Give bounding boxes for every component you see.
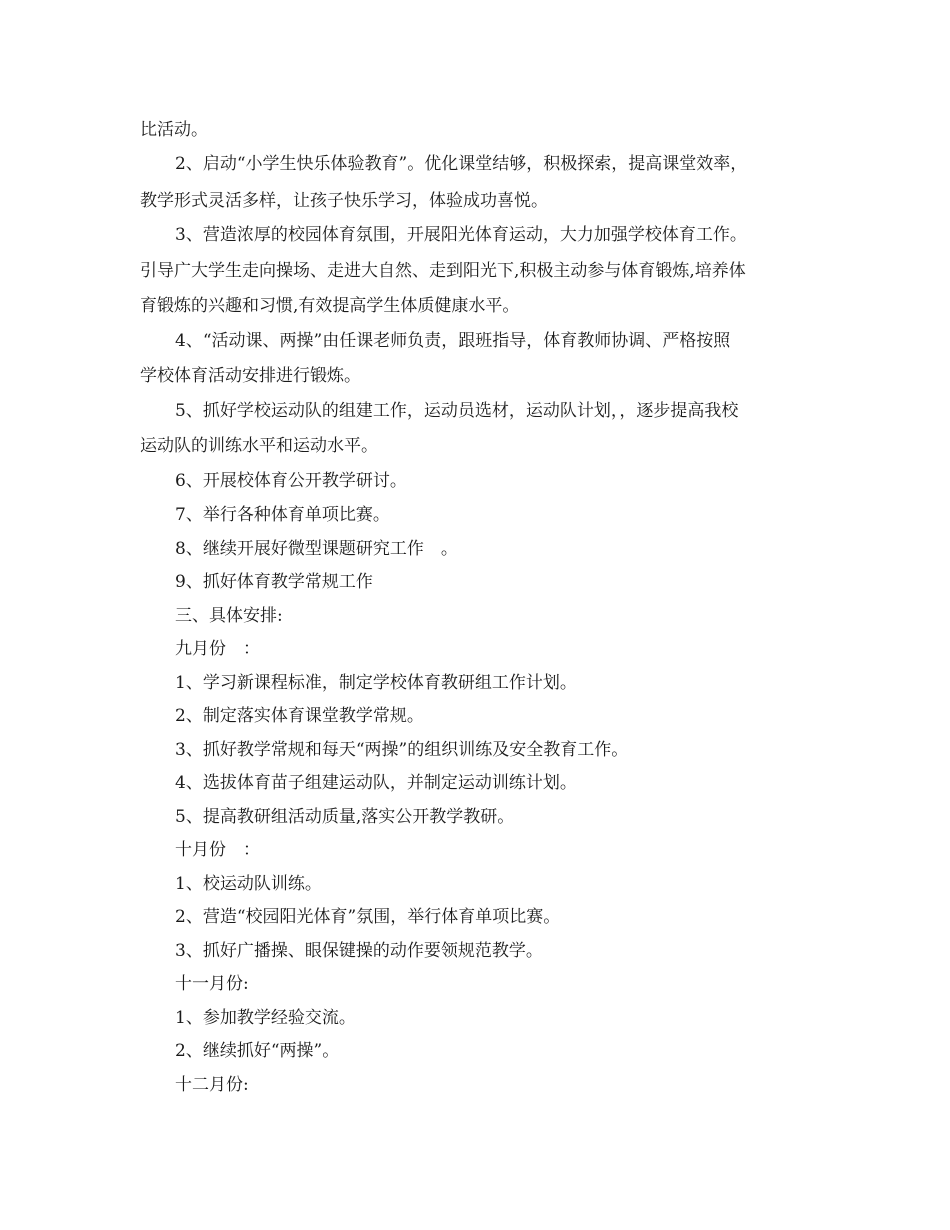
text-line: 1、学习新课程标准，制定学校体育教研组工作计划。	[175, 673, 577, 693]
text-line: 比活动。	[140, 120, 208, 140]
text-line: 3、抓好广播操、眼保键操的动作要领规范教学。	[175, 941, 543, 961]
month-heading: 十二月份:	[175, 1075, 249, 1095]
text-line: 4、“活动课、两操”由任课老师负责，跟班指导，体育教师协调、严格按照	[175, 331, 731, 351]
text-line: 育锻炼的兴趣和习惯,有效提高学生体质健康水平。	[140, 296, 520, 316]
text-line: 2、营造“校园阳光体育”氛围，举行体育单项比赛。	[175, 907, 561, 927]
text-line: 9、抓好体育教学常规工作	[175, 572, 373, 592]
text-line: 5、提高教研组活动质量,落实公开教学教研。	[175, 807, 515, 827]
text-line: 1、参加教学经验交流。	[175, 1008, 356, 1028]
text-line: 3、营造浓厚的校园体育氛围，开展阳光体育运动，大力加强学校体育工作。	[175, 225, 747, 245]
text-line: 2、制定落实体育课堂教学常规。	[175, 706, 424, 726]
month-heading: 十一月份:	[175, 974, 249, 994]
text-line: 7、举行各种体育单项比赛。	[175, 505, 390, 525]
month-heading: 十月份 ：	[175, 840, 260, 860]
month-heading: 九月份 ：	[175, 639, 260, 659]
text-line: 6、开展校体育公开教学研讨。	[175, 471, 407, 491]
text-line: 引导广大学生走向操场、走进大自然、走到阳光下,积极主动参与体育锻炼,培养体	[140, 261, 746, 281]
text-line: 2、启动“小学生快乐体验教育”。优化课堂结够，积极探索，提高课堂效率，	[175, 154, 748, 174]
text-line: 2、继续抓好“两操”。	[175, 1041, 340, 1061]
text-line: 运动队的训练水平和运动水平。	[140, 436, 378, 456]
text-line: 4、选拔体育苗子组建运动队，并制定运动训练计划。	[175, 773, 577, 793]
text-line: 1、校运动队训练。	[175, 874, 322, 894]
text-line: 学校体育活动安排进行锻炼。	[140, 366, 361, 386]
text-line: 8、继续开展好微型课题研究工作 。	[175, 539, 458, 559]
text-line: 教学形式灵活多样，让孩子快乐学习，体验成功喜悦。	[140, 191, 548, 211]
text-line: 3、抓好教学常规和每天“两操”的组织训练及安全教育工作。	[175, 740, 629, 760]
section-heading: 三、具体安排:	[175, 606, 283, 626]
text-line: 5、抓好学校运动队的组建工作，运动员选材，运动队计划，，逐步提高我校	[175, 401, 739, 421]
